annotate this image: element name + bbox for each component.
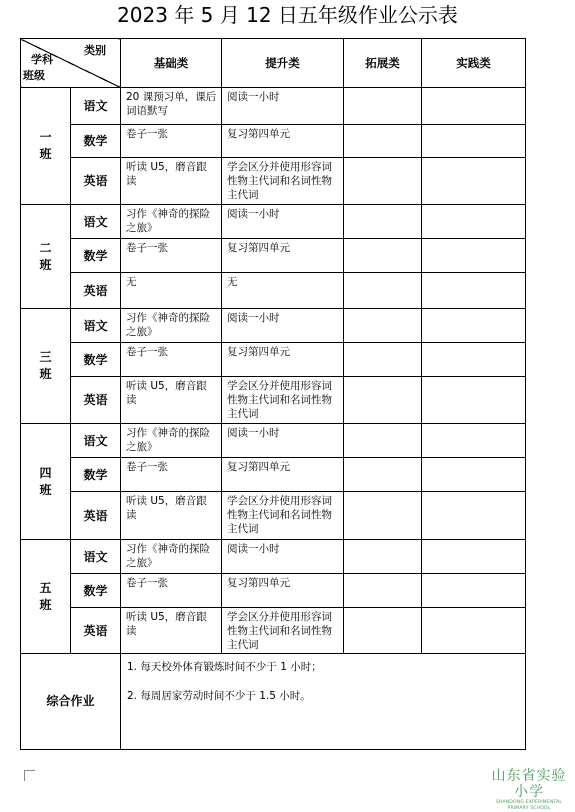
logo-name: 山东省实验小学 <box>491 768 567 800</box>
cell-extend <box>344 377 422 424</box>
subject-math: 数学 <box>71 239 121 273</box>
cell-practice <box>422 377 526 424</box>
cell-extend <box>344 424 422 458</box>
class-name-4: 四 班 <box>21 424 71 540</box>
cell-basic: 卷子一张 <box>121 239 222 273</box>
table-row <box>21 125 526 158</box>
cell-basic: 习作《神奇的探险之旅》 <box>121 309 222 343</box>
table-row <box>21 88 526 125</box>
cell-practice <box>422 239 526 273</box>
cell-basic: 听读 U5，磨音跟读 <box>121 377 222 424</box>
cell-extend <box>344 125 422 158</box>
cell-practice <box>422 88 526 125</box>
cell-practice <box>422 458 526 492</box>
class-name-3: 三 班 <box>21 309 71 424</box>
cell-basic: 卷子一张 <box>121 125 222 158</box>
table-row <box>21 608 526 654</box>
subject-chinese: 语文 <box>71 88 121 125</box>
cell-practice <box>422 273 526 309</box>
cell-improve: 复习第四单元 <box>222 239 344 273</box>
cell-basic: 卷子一张 <box>121 458 222 492</box>
cell-practice <box>422 309 526 343</box>
cell-practice <box>422 125 526 158</box>
cell-extend <box>344 239 422 273</box>
cell-basic: 习作《神奇的探险之旅》 <box>121 424 222 458</box>
cell-practice <box>422 608 526 654</box>
cell-improve: 阅读一小时 <box>222 424 344 458</box>
class-name-1: 一 班 <box>21 88 71 205</box>
general-label: 综合作业 <box>21 654 121 750</box>
subject-math: 数学 <box>71 343 121 377</box>
class-name-5: 五 班 <box>21 540 71 654</box>
subject-english: 英语 <box>71 273 121 309</box>
cell-practice <box>422 540 526 574</box>
table-row <box>21 424 526 458</box>
cell-extend <box>344 343 422 377</box>
table-row <box>21 377 526 424</box>
cell-practice <box>422 205 526 239</box>
cell-extend <box>344 88 422 125</box>
table-row <box>21 239 526 273</box>
cell-improve: 阅读一小时 <box>222 205 344 239</box>
subject-english: 英语 <box>71 158 121 205</box>
table-row <box>21 458 526 492</box>
corner-class: 班级 <box>23 69 45 82</box>
subject-chinese: 语文 <box>71 205 121 239</box>
cell-improve: 复习第四单元 <box>222 574 344 608</box>
cell-basic: 卷子一张 <box>121 574 222 608</box>
cell-extend <box>344 492 422 540</box>
cell-improve: 学会区分并使用形容词性物主代词和名词性物主代词 <box>222 608 344 654</box>
cell-practice <box>422 424 526 458</box>
table-row <box>21 205 526 239</box>
school-logo <box>486 768 572 812</box>
subject-english: 英语 <box>71 608 121 654</box>
cell-basic: 听读 U5，磨音跟读 <box>121 608 222 654</box>
cell-extend <box>344 273 422 309</box>
corner-category: 类别 <box>84 44 106 57</box>
cell-improve: 学会区分并使用形容词性物主代词和名词性物主代词 <box>222 377 344 424</box>
cell-basic: 习作《神奇的探险之旅》 <box>121 205 222 239</box>
cell-practice <box>422 492 526 540</box>
cell-basic: 听读 U5，磨音跟读 <box>121 492 222 540</box>
corner-subject: 学科 <box>31 53 53 66</box>
subject-english: 英语 <box>71 377 121 424</box>
subject-math: 数学 <box>71 458 121 492</box>
table-row <box>21 492 526 540</box>
table-row <box>21 540 526 574</box>
cell-improve: 复习第四单元 <box>222 458 344 492</box>
subject-math: 数学 <box>71 125 121 158</box>
cell-practice <box>422 343 526 377</box>
cell-extend <box>344 158 422 205</box>
subject-english: 英语 <box>71 492 121 540</box>
class-name-2: 二 班 <box>21 205 71 309</box>
cell-improve: 阅读一小时 <box>222 88 344 125</box>
subject-chinese: 语文 <box>71 424 121 458</box>
cell-extend <box>344 540 422 574</box>
general-item: 2. 每周居家劳动时间不少于 1.5 小时。 <box>127 690 311 702</box>
homework-table <box>20 38 526 750</box>
cell-extend <box>344 574 422 608</box>
cell-practice <box>422 574 526 608</box>
col-header-practice: 实践类 <box>422 39 526 88</box>
table-row <box>21 273 526 309</box>
cell-basic: 无 <box>121 273 222 309</box>
corner-header <box>21 39 121 88</box>
cell-practice <box>422 158 526 205</box>
general-content <box>121 654 526 750</box>
cell-basic: 20 课预习单，课后词语默写 <box>121 88 222 125</box>
cell-improve: 复习第四单元 <box>222 343 344 377</box>
subject-chinese: 语文 <box>71 540 121 574</box>
cell-improve: 复习第四单元 <box>222 125 344 158</box>
cell-basic: 卷子一张 <box>121 343 222 377</box>
cell-extend <box>344 205 422 239</box>
table-row <box>21 343 526 377</box>
crop-mark <box>24 770 35 781</box>
cell-basic: 听读 U5，磨音跟读 <box>121 158 222 205</box>
col-header-improve: 提升类 <box>222 39 344 88</box>
cell-improve: 学会区分并使用形容词性物主代词和名词性物主代词 <box>222 492 344 540</box>
col-header-basic: 基础类 <box>121 39 222 88</box>
table-row <box>21 574 526 608</box>
cell-extend <box>344 458 422 492</box>
cell-improve: 学会区分并使用形容词性物主代词和名词性物主代词 <box>222 158 344 205</box>
general-row <box>21 654 526 750</box>
cell-improve: 无 <box>222 273 344 309</box>
cell-improve: 阅读一小时 <box>222 309 344 343</box>
cell-basic: 习作《神奇的探险之旅》 <box>121 540 222 574</box>
table-row <box>21 309 526 343</box>
subject-math: 数学 <box>71 574 121 608</box>
cell-extend <box>344 309 422 343</box>
cell-improve: 阅读一小时 <box>222 540 344 574</box>
page-title: 2023 年 5 月 12 日五年级作业公示表 <box>117 3 458 27</box>
col-header-extend: 拓展类 <box>344 39 422 88</box>
cell-extend <box>344 608 422 654</box>
header-row <box>21 39 526 88</box>
subject-chinese: 语文 <box>71 309 121 343</box>
table-row <box>21 158 526 205</box>
general-item: 1. 每天校外体育锻炼时间不少于 1 小时； <box>127 661 322 673</box>
logo-english: SHANDONG EXPERIMENTAL PRIMARY SCHOOL <box>495 800 563 811</box>
